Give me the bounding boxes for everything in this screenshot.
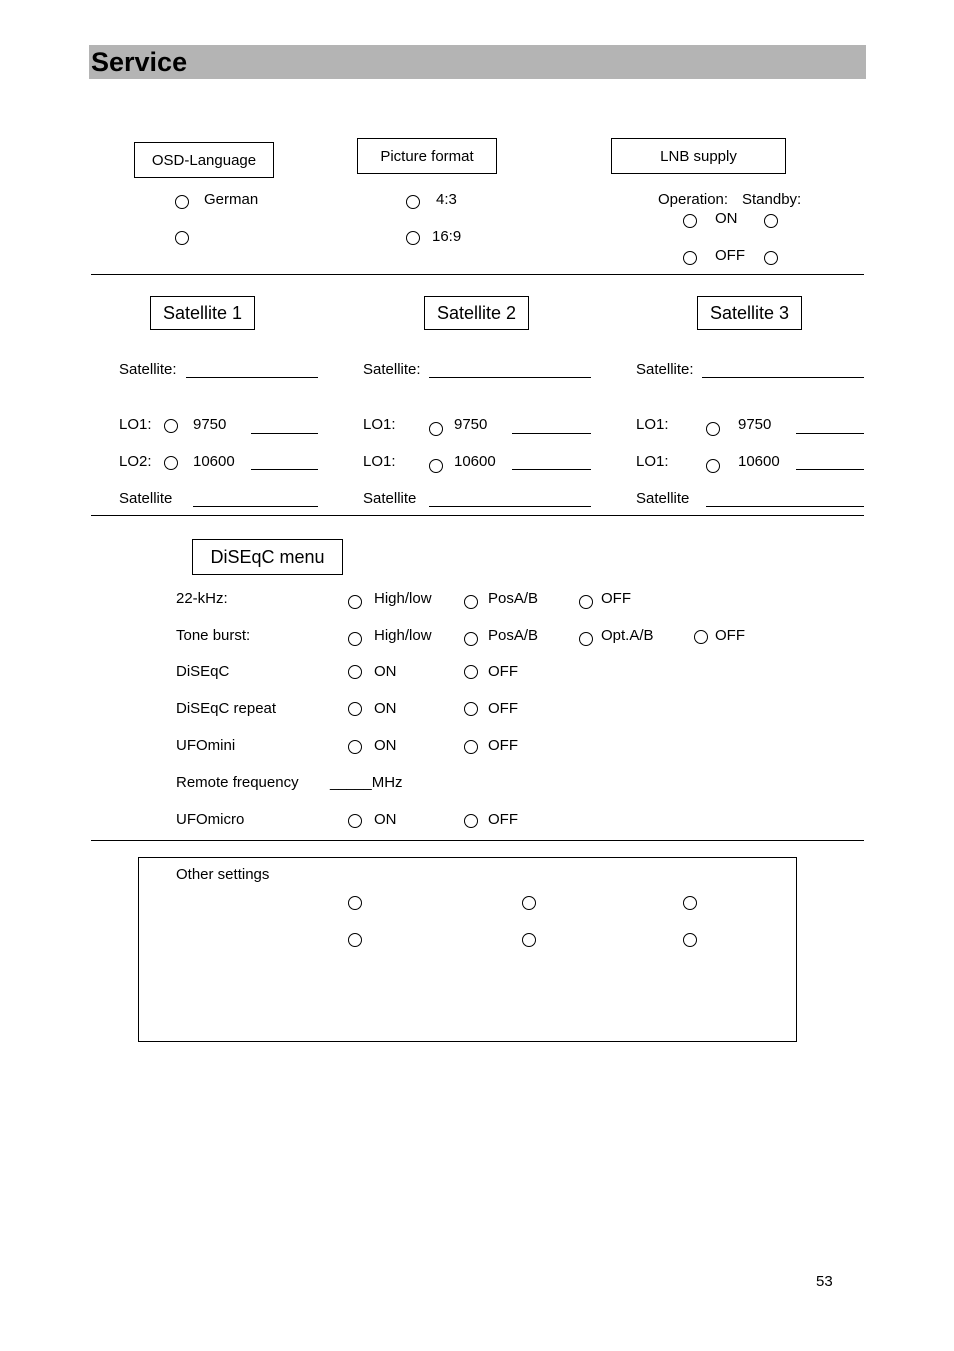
sat1-radio-10600[interactable] [164,456,178,470]
radio-operation-off[interactable] [683,251,697,265]
label-diseqc-on: ON [374,663,397,680]
sat3-satellite-field[interactable] [702,377,864,378]
label-operation: Operation: [658,191,729,208]
page-number: 53 [816,1273,833,1290]
label-diseqc: DiSEqC [176,663,230,680]
sat2-lo1-field[interactable] [512,433,591,434]
radio-diseqc-on[interactable] [348,665,362,679]
radio-tone-posab[interactable] [464,632,478,646]
radio-22khz-posab[interactable] [464,595,478,609]
label-ufomicro-off: OFF [488,811,518,828]
page-title: Service [91,47,188,77]
sat2-10600: 10600 [454,453,496,470]
other-radio-6[interactable] [683,933,697,947]
label-remote-frequency: Remote frequency [176,774,299,791]
label-ufomicro-on: ON [374,811,397,828]
radio-22khz-off[interactable] [579,595,593,609]
radio-diseqc-off[interactable] [464,665,478,679]
label-22khz-highlow: High/low [374,590,432,607]
radio-tone-off[interactable] [694,630,708,644]
diseqc-menu-box: DiSEqC menu [192,539,343,575]
label-tone-posab: PosA/B [488,627,539,644]
sat1-satellite-plain: Satellite [119,490,173,507]
radio-standby-on[interactable] [764,214,778,228]
sat2-9750: 9750 [454,416,488,433]
sat1-lo1-label: LO1: [119,416,152,433]
sat2-satellite-plain: Satellite [363,490,417,507]
other-radio-5[interactable] [522,933,536,947]
sat2-satellite-field-2[interactable] [429,506,591,507]
radio-operation-on[interactable] [683,214,697,228]
other-settings-title: Other settings [176,866,270,883]
radio-ufomicro-on[interactable] [348,814,362,828]
radio-169[interactable] [406,231,420,245]
label-tone-highlow: High/low [374,627,432,644]
sat3-lo1-field[interactable] [796,433,864,434]
satellite-2-box: Satellite 2 [424,296,529,330]
radio-repeat-on[interactable] [348,702,362,716]
label-repeat-off: OFF [488,700,518,717]
sat1-9750: 9750 [193,416,227,433]
lnb-supply-box: LNB supply [611,138,786,174]
other-radio-1[interactable] [348,896,362,910]
sat2-radio-10600[interactable] [429,459,443,473]
section-header [89,45,866,79]
radio-language-2[interactable] [175,231,189,245]
label-diseqc-repeat: DiSEqC repeat [176,700,277,717]
other-radio-3[interactable] [683,896,697,910]
sat3-radio-10600[interactable] [706,459,720,473]
label-repeat-on: ON [374,700,397,717]
satellite-3-box: Satellite 3 [697,296,802,330]
sat3-lo1-label: LO1: [636,416,669,433]
label-22khz-posab: PosA/B [488,590,539,607]
sat2-lo1b-label: LO1: [363,453,396,470]
label-tone-burst: Tone burst: [176,627,251,644]
sat3-9750: 9750 [738,416,772,433]
sat2-lo1b-field[interactable] [512,469,591,470]
satellite-1-box: Satellite 1 [150,296,255,330]
sat2-lo1-label: LO1: [363,416,396,433]
divider-3 [91,840,864,841]
radio-tone-optab[interactable] [579,632,593,646]
divider-1 [91,274,864,275]
radio-ufomini-on[interactable] [348,740,362,754]
sat3-10600: 10600 [738,453,780,470]
radio-repeat-off[interactable] [464,702,478,716]
sat1-satellite-field-2[interactable] [193,506,318,507]
osd-language-box: OSD-Language [134,142,274,178]
radio-standby-off[interactable] [764,251,778,265]
label-ufomini: UFOmini [176,737,236,754]
label-lnb-off: OFF [715,247,745,264]
sat3-satellite-field-2[interactable] [706,506,864,507]
sat2-satellite-field[interactable] [429,377,591,378]
sat3-radio-9750[interactable] [706,422,720,436]
other-settings-box [138,857,797,1042]
sat3-satellite-plain: Satellite [636,490,690,507]
sat2-radio-9750[interactable] [429,422,443,436]
sat3-lo1b-field[interactable] [796,469,864,470]
radio-tone-highlow[interactable] [348,632,362,646]
sat1-lo2-field[interactable] [251,469,318,470]
sat1-lo1-field[interactable] [251,433,318,434]
label-ufomini-on: ON [374,737,397,754]
sat1-lo2-label: LO2: [119,453,152,470]
radio-ufomini-off[interactable] [464,740,478,754]
label-german: German [204,191,259,208]
label-lnb-on: ON [715,210,738,227]
label-43: 4:3 [436,191,457,208]
sat1-10600: 10600 [193,453,235,470]
label-tone-off: OFF [715,627,745,644]
label-ufomini-off: OFF [488,737,518,754]
label-22khz: 22-kHz: [176,590,228,607]
label-standby: Standby: [742,191,802,208]
remote-frequency-field[interactable]: _____MHz [330,774,403,791]
divider-2 [91,515,864,516]
other-radio-4[interactable] [348,933,362,947]
other-radio-2[interactable] [522,896,536,910]
sat1-satellite-label: Satellite: [119,361,177,378]
sat1-satellite-field[interactable] [186,377,318,378]
radio-ufomicro-off[interactable] [464,814,478,828]
sat1-radio-9750[interactable] [164,419,178,433]
label-22khz-off: OFF [601,590,631,607]
sat2-satellite-label: Satellite: [363,361,421,378]
label-diseqc-off: OFF [488,663,518,680]
picture-format-box: Picture format [357,138,497,174]
sat3-satellite-label: Satellite: [636,361,694,378]
radio-43[interactable] [406,195,420,209]
label-tone-optab: Opt.A/B [601,627,654,644]
sat3-lo1b-label: LO1: [636,453,669,470]
radio-german[interactable] [175,195,189,209]
label-ufomicro: UFOmicro [176,811,245,828]
radio-22khz-highlow[interactable] [348,595,362,609]
label-169: 16:9 [432,228,462,245]
